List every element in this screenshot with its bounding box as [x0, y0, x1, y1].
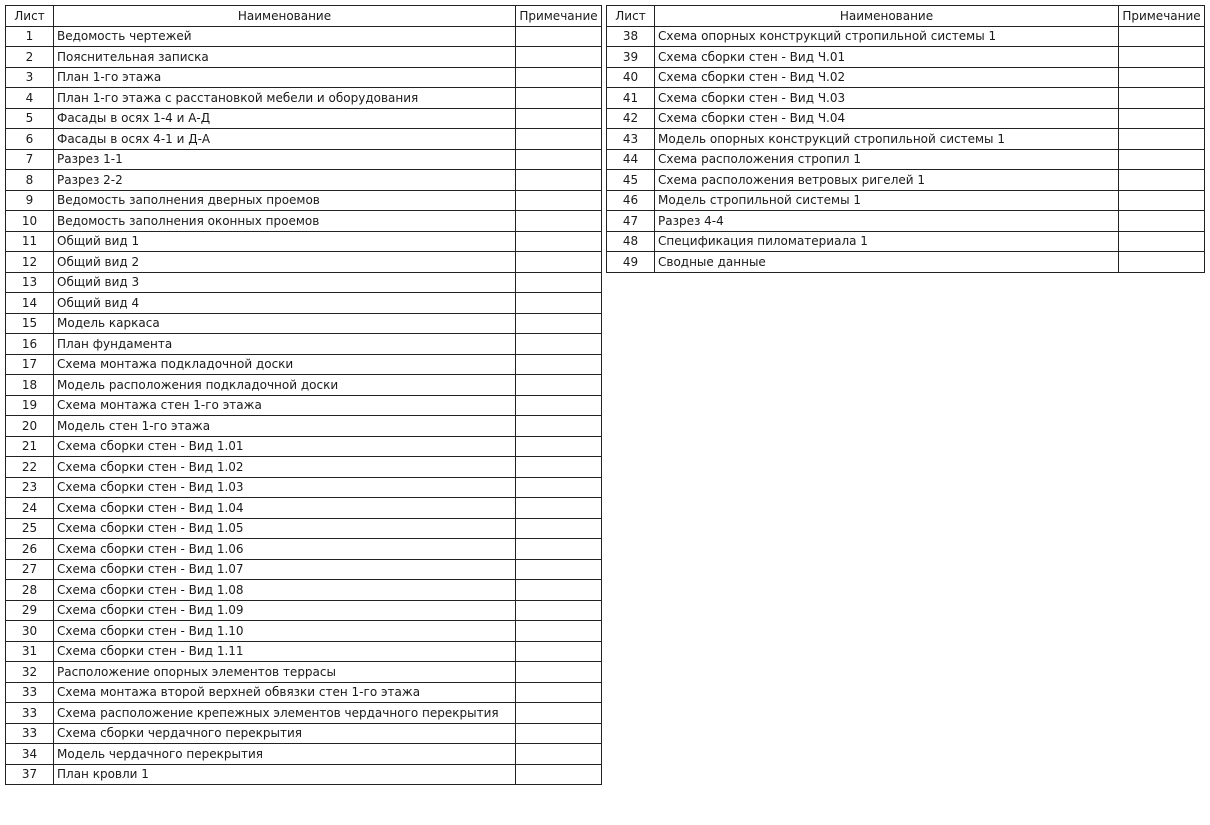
sheet-number-cell: 40 [607, 67, 655, 88]
sheet-note-cell [516, 47, 602, 68]
column-header-sheet: Лист [607, 6, 655, 27]
sheet-name-cell: Модель чердачного перекрытия [54, 744, 516, 765]
table-row [6, 580, 602, 601]
sheet-name-cell: Схема сборки стен - Вид 1.01 [54, 436, 516, 457]
table-row [607, 26, 1205, 47]
table-row [6, 621, 602, 642]
sheet-name-cell: Схема монтажа стен 1-го этажа [54, 395, 516, 416]
sheet-note-cell [516, 498, 602, 519]
sheet-note-cell [1119, 108, 1205, 129]
table-row [6, 272, 602, 293]
table-row [607, 47, 1205, 68]
sheet-name-cell: Схема сборки стен - Вид 1.05 [54, 518, 516, 539]
sheet-number-cell: 6 [6, 129, 54, 150]
table-row [6, 641, 602, 662]
table-row [6, 190, 602, 211]
sheet-number-cell: 2 [6, 47, 54, 68]
sheet-name-cell: Схема монтажа второй верхней обвязки стен 1-го этажа [54, 682, 516, 703]
table-body-right [607, 26, 1205, 272]
sheet-number-cell: 44 [607, 149, 655, 170]
sheet-name-cell: Общий вид 4 [54, 293, 516, 314]
sheet-name-cell: План 1-го этажа [54, 67, 516, 88]
column-header-note: Примечание [516, 6, 602, 27]
table-row [6, 559, 602, 580]
sheet-number-cell: 11 [6, 231, 54, 252]
table-row [607, 190, 1205, 211]
sheet-note-cell [516, 149, 602, 170]
sheet-number-cell: 33 [6, 703, 54, 724]
sheet-note-cell [516, 477, 602, 498]
table-row [607, 149, 1205, 170]
sheet-note-cell [1119, 129, 1205, 150]
sheet-name-cell: Схема сборки стен - Вид 1.11 [54, 641, 516, 662]
table-header-row [6, 6, 602, 27]
sheet-name-cell: Общий вид 1 [54, 231, 516, 252]
sheet-number-cell: 42 [607, 108, 655, 129]
table-row [6, 518, 602, 539]
sheet-note-cell [516, 580, 602, 601]
column-header-name: Наименование [655, 6, 1119, 27]
table-body-left [6, 26, 602, 785]
sheet-number-cell: 43 [607, 129, 655, 150]
sheet-name-cell: Разрез 2-2 [54, 170, 516, 191]
table-row [6, 703, 602, 724]
sheet-number-cell: 8 [6, 170, 54, 191]
table-row [6, 231, 602, 252]
sheet-number-cell: 9 [6, 190, 54, 211]
table-row [6, 600, 602, 621]
sheet-note-cell [516, 416, 602, 437]
sheet-name-cell: Схема сборки стен - Вид Ч.03 [655, 88, 1119, 109]
table-row [607, 252, 1205, 273]
table-row [6, 436, 602, 457]
sheet-note-cell [1119, 252, 1205, 273]
sheet-note-cell [516, 26, 602, 47]
sheet-note-cell [516, 108, 602, 129]
sheet-number-cell: 18 [6, 375, 54, 396]
sheet-number-cell: 24 [6, 498, 54, 519]
sheet-number-cell: 3 [6, 67, 54, 88]
sheet-number-cell: 14 [6, 293, 54, 314]
sheet-note-cell [516, 354, 602, 375]
sheet-note-cell [1119, 26, 1205, 47]
sheet-number-cell: 5 [6, 108, 54, 129]
sheet-note-cell [516, 129, 602, 150]
table-header-row [607, 6, 1205, 27]
sheet-note-cell [516, 395, 602, 416]
sheet-number-cell: 23 [6, 477, 54, 498]
table-row [6, 47, 602, 68]
sheet-note-cell [516, 723, 602, 744]
sheet-name-cell: Схема сборки стен - Вид 1.07 [54, 559, 516, 580]
sheet-name-cell: Пояснительная записка [54, 47, 516, 68]
sheet-name-cell: План кровли 1 [54, 764, 516, 785]
sheet-number-cell: 33 [6, 682, 54, 703]
sheet-note-cell [516, 272, 602, 293]
sheet-number-cell: 26 [6, 539, 54, 560]
sheet-number-cell: 13 [6, 272, 54, 293]
sheet-name-cell: Расположение опорных элементов террасы [54, 662, 516, 683]
table-row [607, 67, 1205, 88]
sheet-name-cell: Сводные данные [655, 252, 1119, 273]
table-row [6, 149, 602, 170]
table-row [607, 231, 1205, 252]
sheet-name-cell: Ведомость чертежей [54, 26, 516, 47]
table-row [6, 252, 602, 273]
sheet-number-cell: 32 [6, 662, 54, 683]
sheet-note-cell [516, 67, 602, 88]
table-row [607, 88, 1205, 109]
drawing-list-table-right [606, 5, 1205, 273]
table-row [6, 108, 602, 129]
sheet-number-cell: 47 [607, 211, 655, 232]
sheet-note-cell [516, 744, 602, 765]
sheet-note-cell [516, 703, 602, 724]
sheet-name-cell: Фасады в осях 1-4 и А-Д [54, 108, 516, 129]
sheet-number-cell: 15 [6, 313, 54, 334]
sheet-number-cell: 28 [6, 580, 54, 601]
sheet-number-cell: 25 [6, 518, 54, 539]
table-row [6, 744, 602, 765]
sheet-number-cell: 29 [6, 600, 54, 621]
sheet-note-cell [516, 436, 602, 457]
table-row [6, 67, 602, 88]
sheet-note-cell [516, 764, 602, 785]
sheet-name-cell: Общий вид 3 [54, 272, 516, 293]
sheet-note-cell [516, 334, 602, 355]
sheet-number-cell: 30 [6, 621, 54, 642]
sheet-name-cell: Модель опорных конструкций стропильной системы 1 [655, 129, 1119, 150]
sheet-note-cell [1119, 170, 1205, 191]
table-row [6, 416, 602, 437]
table-row [6, 313, 602, 334]
sheet-number-cell: 4 [6, 88, 54, 109]
column-header-name: Наименование [54, 6, 516, 27]
sheet-number-cell: 12 [6, 252, 54, 273]
sheet-note-cell [1119, 211, 1205, 232]
sheet-number-cell: 16 [6, 334, 54, 355]
sheet-note-cell [516, 600, 602, 621]
sheet-number-cell: 34 [6, 744, 54, 765]
sheet-note-cell [1119, 190, 1205, 211]
sheet-name-cell: Общий вид 2 [54, 252, 516, 273]
table-row [6, 334, 602, 355]
sheet-name-cell: Схема расположение крепежных элементов чердачного перекрытия [54, 703, 516, 724]
sheet-note-cell [516, 457, 602, 478]
sheet-number-cell: 45 [607, 170, 655, 191]
sheet-note-cell [516, 88, 602, 109]
table-row [6, 88, 602, 109]
table-row [6, 293, 602, 314]
sheet-name-cell: Схема сборки стен - Вид Ч.04 [655, 108, 1119, 129]
sheet-name-cell: План фундамента [54, 334, 516, 355]
sheet-number-cell: 31 [6, 641, 54, 662]
sheet-note-cell [516, 231, 602, 252]
sheet-name-cell: Схема расположения ветровых ригелей 1 [655, 170, 1119, 191]
sheet-name-cell: Схема сборки стен - Вид 1.02 [54, 457, 516, 478]
table-row [6, 498, 602, 519]
sheet-name-cell: Модель стропильной системы 1 [655, 190, 1119, 211]
sheet-name-cell: Схема сборки стен - Вид 1.10 [54, 621, 516, 642]
sheet-number-cell: 39 [607, 47, 655, 68]
sheet-name-cell: Схема расположения стропил 1 [655, 149, 1119, 170]
sheet-name-cell: План 1-го этажа с расстановкой мебели и оборудования [54, 88, 516, 109]
sheet-name-cell: Фасады в осях 4-1 и Д-А [54, 129, 516, 150]
sheet-name-cell: Схема сборки стен - Вид Ч.01 [655, 47, 1119, 68]
sheet-number-cell: 49 [607, 252, 655, 273]
table-row [607, 108, 1205, 129]
table-row [6, 457, 602, 478]
sheet-name-cell: Модель каркаса [54, 313, 516, 334]
sheet-note-cell [516, 170, 602, 191]
sheet-number-cell: 10 [6, 211, 54, 232]
sheet-name-cell: Ведомость заполнения оконных проемов [54, 211, 516, 232]
table-row [6, 682, 602, 703]
table-row [6, 395, 602, 416]
sheet-number-cell: 37 [6, 764, 54, 785]
drawing-list-table-left [5, 5, 602, 785]
sheet-note-cell [516, 518, 602, 539]
sheet-number-cell: 7 [6, 149, 54, 170]
table-row [6, 170, 602, 191]
sheet-note-cell [516, 375, 602, 396]
sheet-name-cell: Схема сборки стен - Вид 1.09 [54, 600, 516, 621]
sheet-note-cell [516, 293, 602, 314]
table-row [6, 662, 602, 683]
table-row [6, 375, 602, 396]
sheet-number-cell: 20 [6, 416, 54, 437]
sheet-note-cell [1119, 88, 1205, 109]
table-row [607, 129, 1205, 150]
sheet-note-cell [516, 682, 602, 703]
sheet-name-cell: Схема опорных конструкций стропильной системы 1 [655, 26, 1119, 47]
column-header-sheet: Лист [6, 6, 54, 27]
sheet-note-cell [516, 211, 602, 232]
table-row [6, 764, 602, 785]
sheet-number-cell: 33 [6, 723, 54, 744]
sheet-name-cell: Схема монтажа подкладочной доски [54, 354, 516, 375]
sheet-number-cell: 38 [607, 26, 655, 47]
sheet-name-cell: Схема сборки стен - Вид Ч.02 [655, 67, 1119, 88]
sheet-name-cell: Модель стен 1-го этажа [54, 416, 516, 437]
table-row [6, 477, 602, 498]
sheet-number-cell: 1 [6, 26, 54, 47]
sheet-note-cell [1119, 47, 1205, 68]
table-row [6, 211, 602, 232]
table-row [6, 129, 602, 150]
sheet-note-cell [516, 252, 602, 273]
sheet-note-cell [1119, 149, 1205, 170]
sheet-name-cell: Спецификация пиломатериала 1 [655, 231, 1119, 252]
sheet-note-cell [516, 190, 602, 211]
sheet-name-cell: Схема сборки стен - Вид 1.04 [54, 498, 516, 519]
sheet-name-cell: Схема сборки стен - Вид 1.06 [54, 539, 516, 560]
sheet-note-cell [516, 662, 602, 683]
sheet-name-cell: Разрез 1-1 [54, 149, 516, 170]
table-row [6, 354, 602, 375]
sheet-number-cell: 19 [6, 395, 54, 416]
sheet-note-cell [1119, 67, 1205, 88]
sheet-note-cell [516, 559, 602, 580]
sheet-name-cell: Схема сборки стен - Вид 1.03 [54, 477, 516, 498]
table-row [6, 26, 602, 47]
sheet-number-cell: 17 [6, 354, 54, 375]
column-header-note: Примечание [1119, 6, 1205, 27]
sheet-number-cell: 41 [607, 88, 655, 109]
sheet-note-cell [516, 539, 602, 560]
sheet-name-cell: Схема сборки стен - Вид 1.08 [54, 580, 516, 601]
sheet-note-cell [516, 641, 602, 662]
sheet-number-cell: 46 [607, 190, 655, 211]
sheet-name-cell: Модель расположения подкладочной доски [54, 375, 516, 396]
table-row [6, 539, 602, 560]
sheet-number-cell: 48 [607, 231, 655, 252]
table-row [6, 723, 602, 744]
sheet-name-cell: Ведомость заполнения дверных проемов [54, 190, 516, 211]
table-row [607, 211, 1205, 232]
sheet-note-cell [1119, 231, 1205, 252]
sheet-note-cell [516, 621, 602, 642]
sheet-number-cell: 27 [6, 559, 54, 580]
sheet-name-cell: Разрез 4-4 [655, 211, 1119, 232]
sheet-number-cell: 21 [6, 436, 54, 457]
sheet-name-cell: Схема сборки чердачного перекрытия [54, 723, 516, 744]
table-row [607, 170, 1205, 191]
sheet-number-cell: 22 [6, 457, 54, 478]
sheet-note-cell [516, 313, 602, 334]
